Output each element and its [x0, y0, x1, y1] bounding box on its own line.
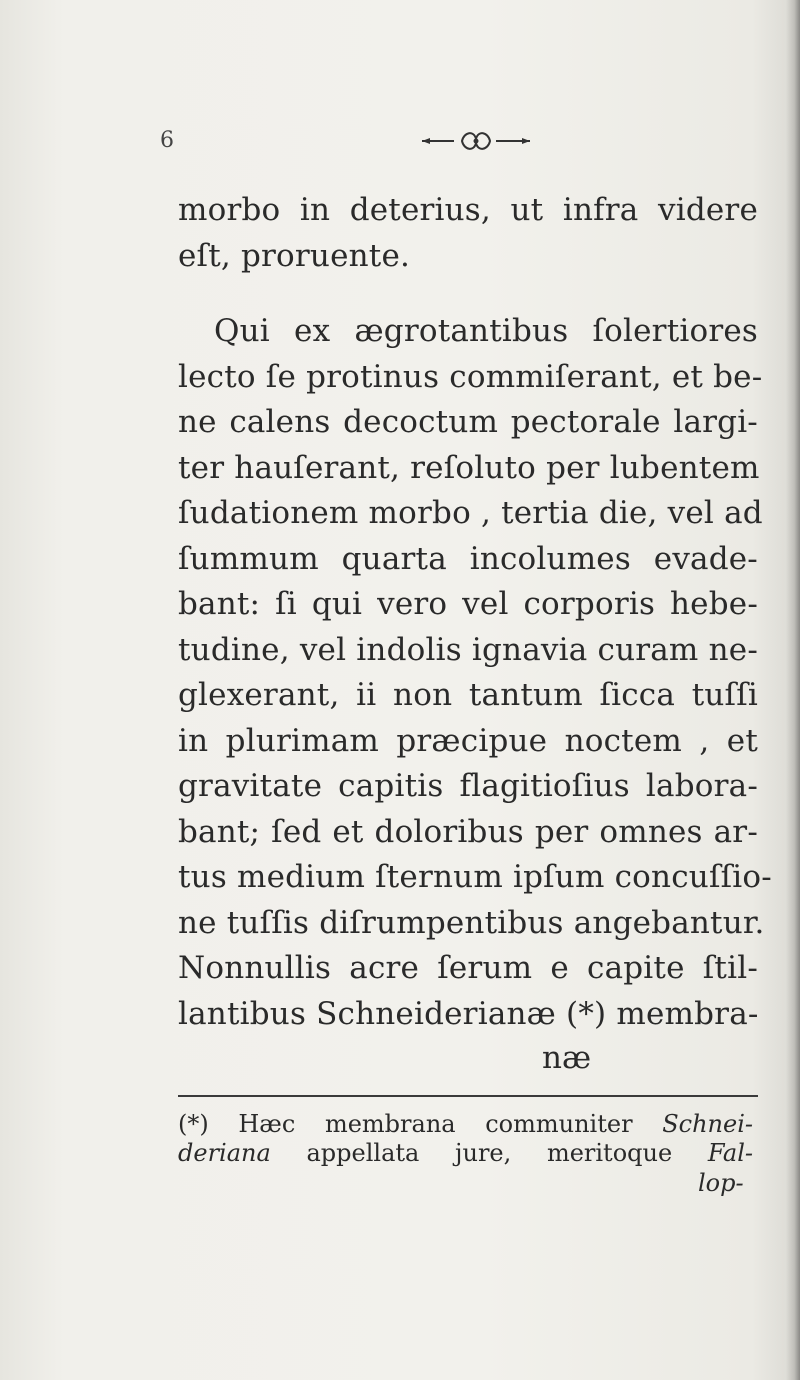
- footnote-line: [178, 1110, 753, 1139]
- page-edge-shadow: [786, 0, 800, 1380]
- text-line: ter hauſerant, reſoluto per lubentem: [178, 449, 760, 486]
- page-number: 6: [160, 128, 174, 153]
- text-line: in plurimam præcipue noctem , et: [178, 722, 758, 759]
- footnote-catchword: lop-: [698, 1169, 744, 1197]
- text-line: tus medium ſternum ipſum concuſſio-: [178, 859, 772, 895]
- page-header: [0, 120, 800, 160]
- footnote-italic: Fal-: [707, 1139, 753, 1167]
- text-line: bant; ſed et doloribus per omnes ar-: [178, 813, 758, 850]
- main-text: [178, 188, 772, 1037]
- footnote-rule: [178, 1095, 758, 1097]
- text-line: tudine, vel indolis ignavia curam ne-: [178, 631, 758, 668]
- text-line: ſudationem morbo , tertia die, vel ad: [178, 495, 763, 531]
- text-line: lantibus Schneiderianæ (*) membra-: [178, 995, 759, 1032]
- ornament-icon: [414, 124, 534, 154]
- footnote-line: [178, 1139, 753, 1168]
- text-line: Qui ex ægrotantibus ſolertiores: [214, 313, 758, 349]
- text-line: lecto ſe protinus commiſerant, et be-: [178, 358, 763, 395]
- text-line: ne calens decoctum pectorale largi-: [178, 404, 758, 440]
- text-line: ſummum quarta incolumes evade-: [178, 540, 758, 577]
- footnote-italic: Schnei-: [662, 1110, 753, 1138]
- text-line: Nonnullis acre ſerum e capite ſtil-: [178, 950, 758, 986]
- text-line: ne tuſſis diſrumpentibus angebantur.: [178, 904, 765, 941]
- footnote: [178, 1110, 753, 1168]
- footnote-text: (*) Hæc membrana communiter: [178, 1110, 663, 1138]
- text-line: glexerant, ii non tantum ſicca tuſſi: [178, 677, 758, 713]
- text-line: eſt, proruente.: [178, 237, 411, 274]
- text-line: bant: ſi qui vero vel corporis hebe-: [178, 586, 758, 622]
- footnote-italic: deriana: [178, 1139, 271, 1167]
- catchword: næ: [542, 1040, 592, 1076]
- footnote-text: appellata jure, meritoque: [270, 1139, 708, 1167]
- text-line: gravitate capitis flagitioſius labora-: [178, 768, 758, 804]
- text-line: morbo in deterius, ut infra videre: [178, 192, 758, 228]
